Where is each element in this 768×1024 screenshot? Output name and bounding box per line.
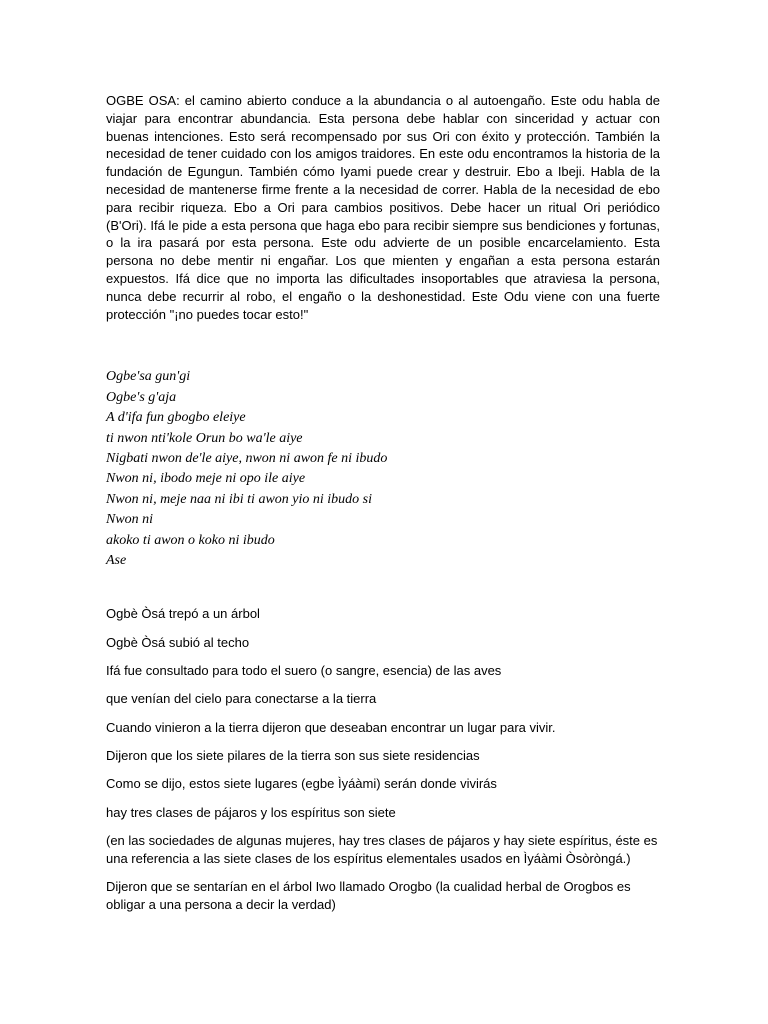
verse-line: Nigbati nwon de'le aiye, nwon ni awon fe ni ibudo [106, 450, 388, 466]
verse-line: akoko ti awon o koko ni ibudo [106, 532, 275, 548]
translation-line: Cuando vinieron a la tierra dijeron que deseaban encontrar un lugar para vivir. [106, 719, 556, 735]
translation-line: (en las sociedades de algunas mujeres, hay tres clases de pájaros y hay siete espíritus, éste es una referencia a las siete clases de los espíritus elementales usados en Ìyáàmi Òsòròngá.) [106, 832, 658, 866]
yoruba-verse [106, 367, 660, 571]
translation-line: Ogbè Òsá subió al techo [106, 634, 250, 650]
translation-line: Ifá fue consultado para todo el suero (o sangre, esencia) de las aves [106, 663, 502, 679]
verse-line: Ase [106, 553, 127, 569]
intro-paragraph: OGBE OSA: el camino abierto conduce a la abundancia o al autoengaño. Este odu habla de viajar para encontrar abundancia. Esta persona debe hablar con sinceridad y actuar con buenas intenciones. Esto será recompensado por sus Ori con éxito y protección. También la necesidad de tener cuidado con los amigos traidores. En este odu encontramos la historia de la fundación de Egungun. También cómo Iyami puede crear y destruir. Ebo a Ibeji. Habla de la necesidad de mantenerse firme frente a la necesidad de correr. Habla de la necesidad de ebo para recibir riqueza. Ebo a Ori para cambios positivos. Debe hacer un ritual Ori periódico (B'Ori). Ifá le pide a esta persona que haga ebo para recibir siempre sus bendiciones y fortunas, o la ira pasará por esta persona. Este odu advierte de un posible encarcelamiento. Esta persona no debe mentir ni engañar. Los que mienten y engañan a esta persona estarán expuestos. Ifá dice que no importa las dificultades insoportables que atraviesa la persona, nunca debe recurrir al robo, el engaño o la deshonestidad. Este Odu viene con una fuerte protección "¡no puedes tocar esto!" [106, 93, 660, 322]
verse-line: Ogbe'sa gun'gi [106, 369, 191, 385]
verse-line: Nwon ni, ibodo meje ni opo ile aiye [106, 471, 306, 487]
verse-line: Ogbe's g'aja [106, 389, 177, 405]
verse-line: A d'ifa fun gbogbo eleiye [106, 410, 246, 426]
verse-line: Nwon ni [106, 512, 154, 528]
verse-line: ti nwon nti'kole Orun bo wa'le aiye [106, 430, 303, 446]
translation-line: Como se dijo, estos siete lugares (egbe Ìyáàmi) serán donde vivirás [106, 776, 497, 792]
translation-line: Dijeron que se sentarían en el árbol Iwo llamado Orogbo (la cualidad herbal de Orogbos es obligar a una persona a decir la verdad) [106, 878, 631, 912]
translation-line: que venían del cielo para conectarse a la tierra [106, 691, 377, 707]
translation-line: hay tres clases de pájaros y los espíritus son siete [106, 804, 396, 820]
spanish-translation [106, 605, 660, 913]
translation-line: Dijeron que los siete pilares de la tierra son sus siete residencias [106, 747, 480, 763]
verse-line: Nwon ni, meje naa ni ibi ti awon yio ni ibudo si [106, 491, 372, 507]
document-page [106, 92, 660, 924]
translation-line: Ogbè Òsá trepó a un árbol [106, 606, 260, 622]
